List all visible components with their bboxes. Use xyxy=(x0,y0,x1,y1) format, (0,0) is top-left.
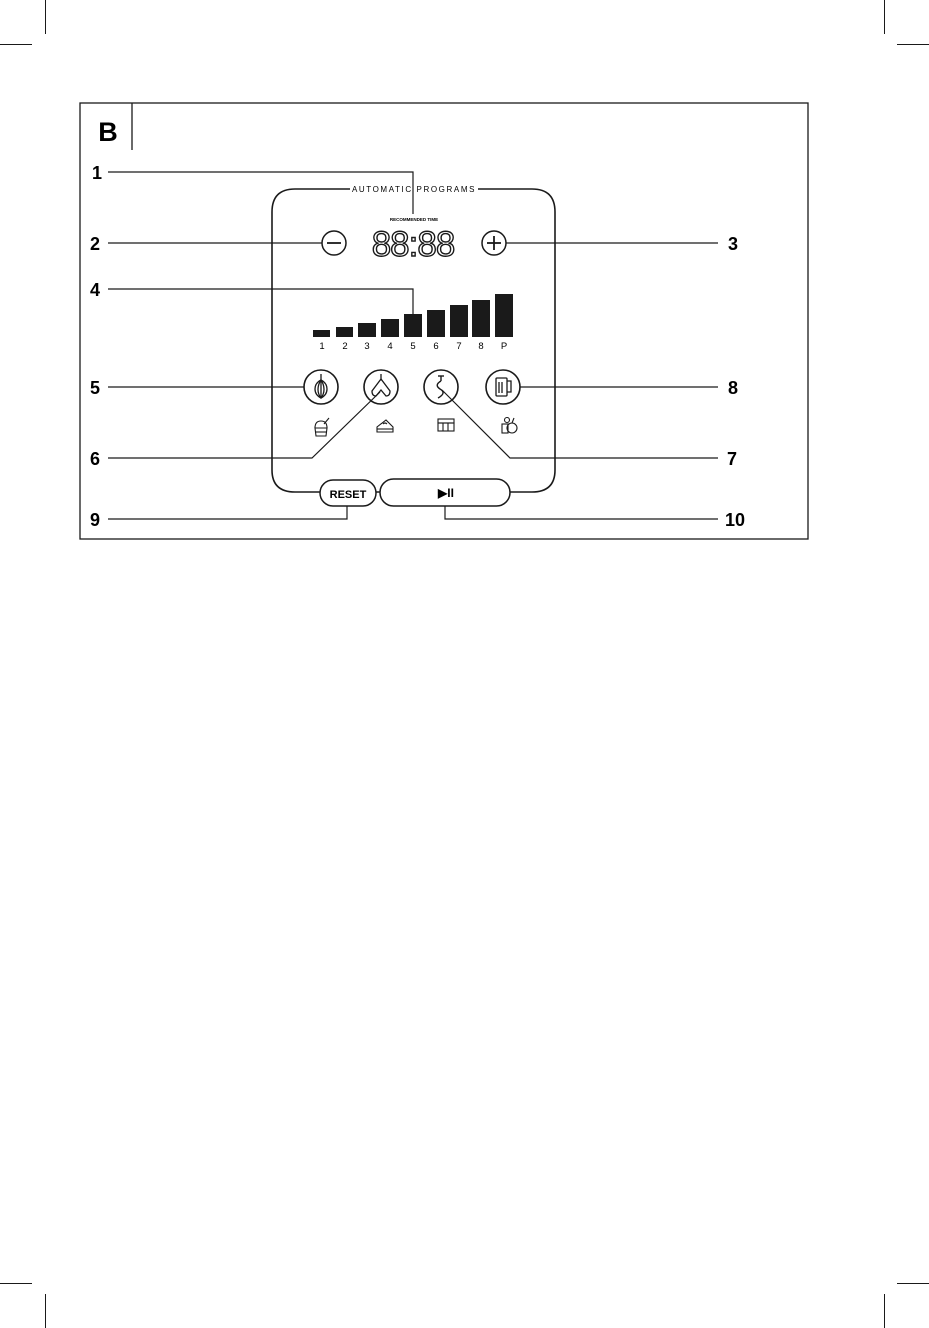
speed-label: 4 xyxy=(387,341,393,352)
beater-program-button[interactable] xyxy=(364,370,398,404)
beater-icon xyxy=(372,374,390,396)
speed-bar-6[interactable] xyxy=(427,310,445,337)
callout-6: 6 xyxy=(89,449,101,469)
speed-bar-7[interactable] xyxy=(450,305,468,337)
callout-1: 1 xyxy=(91,163,103,183)
leader-line-10 xyxy=(445,506,718,519)
crop-mark xyxy=(884,1294,885,1328)
leader-line-4 xyxy=(108,289,413,314)
control-panel-figure xyxy=(0,0,929,600)
speed-label: 1 xyxy=(319,341,325,352)
speed-bar-2[interactable] xyxy=(336,327,353,337)
time-caption: RECOMMENDED TIME xyxy=(389,217,439,222)
callout-7: 7 xyxy=(726,449,738,469)
speed-bar-5[interactable] xyxy=(404,314,422,337)
speed-labels xyxy=(319,341,507,352)
callout-4: 4 xyxy=(89,280,101,300)
section-letter: B xyxy=(98,117,118,147)
speed-label: P xyxy=(500,341,508,352)
dough-hook-program-button[interactable] xyxy=(424,370,458,404)
speed-bar-1[interactable] xyxy=(313,330,330,337)
crop-mark xyxy=(45,1294,46,1328)
time-display: 88:88 xyxy=(371,225,455,264)
callout-2: 2 xyxy=(89,234,101,254)
fruit-icon xyxy=(502,418,517,434)
ice-cream-icon xyxy=(315,418,329,436)
speed-bar-p[interactable] xyxy=(495,294,513,337)
plus-button[interactable] xyxy=(482,231,506,255)
speed-bar-3[interactable] xyxy=(358,323,376,337)
blender-jug-icon xyxy=(496,378,511,396)
speed-bar-4[interactable] xyxy=(381,319,399,337)
bread-icon xyxy=(438,419,454,431)
callout-10: 10 xyxy=(724,510,746,530)
blender-program-button[interactable] xyxy=(486,370,520,404)
cake-icon xyxy=(377,420,393,432)
callout-8: 8 xyxy=(727,378,739,398)
minus-button[interactable] xyxy=(322,231,346,255)
panel-title: AUTOMATIC PROGRAMS xyxy=(351,185,477,194)
crop-mark xyxy=(897,1283,929,1284)
plus-icon xyxy=(487,236,501,250)
speed-bar-8[interactable] xyxy=(472,300,490,337)
speed-label: 8 xyxy=(478,341,484,352)
whisk-icon xyxy=(315,374,327,398)
callout-5: 5 xyxy=(89,378,101,398)
reset-label: RESET xyxy=(329,489,367,501)
crop-mark xyxy=(0,1283,32,1284)
speed-label: 6 xyxy=(433,341,439,352)
speed-label: 5 xyxy=(410,341,416,352)
leader-line-6 xyxy=(108,392,380,458)
reset-button[interactable] xyxy=(320,480,376,506)
dough-hook-icon xyxy=(437,376,444,398)
speed-label: 7 xyxy=(456,341,462,352)
callout-3: 3 xyxy=(727,234,739,254)
start-pause-button[interactable] xyxy=(380,479,510,506)
leader-line-9 xyxy=(108,506,347,519)
callout-9: 9 xyxy=(89,510,101,530)
whisk-program-button[interactable] xyxy=(304,370,338,404)
play-pause-icon: ▶II xyxy=(438,486,454,500)
speed-label: 3 xyxy=(364,341,370,352)
speed-label: 2 xyxy=(342,341,348,352)
leader-line-7 xyxy=(442,390,718,458)
